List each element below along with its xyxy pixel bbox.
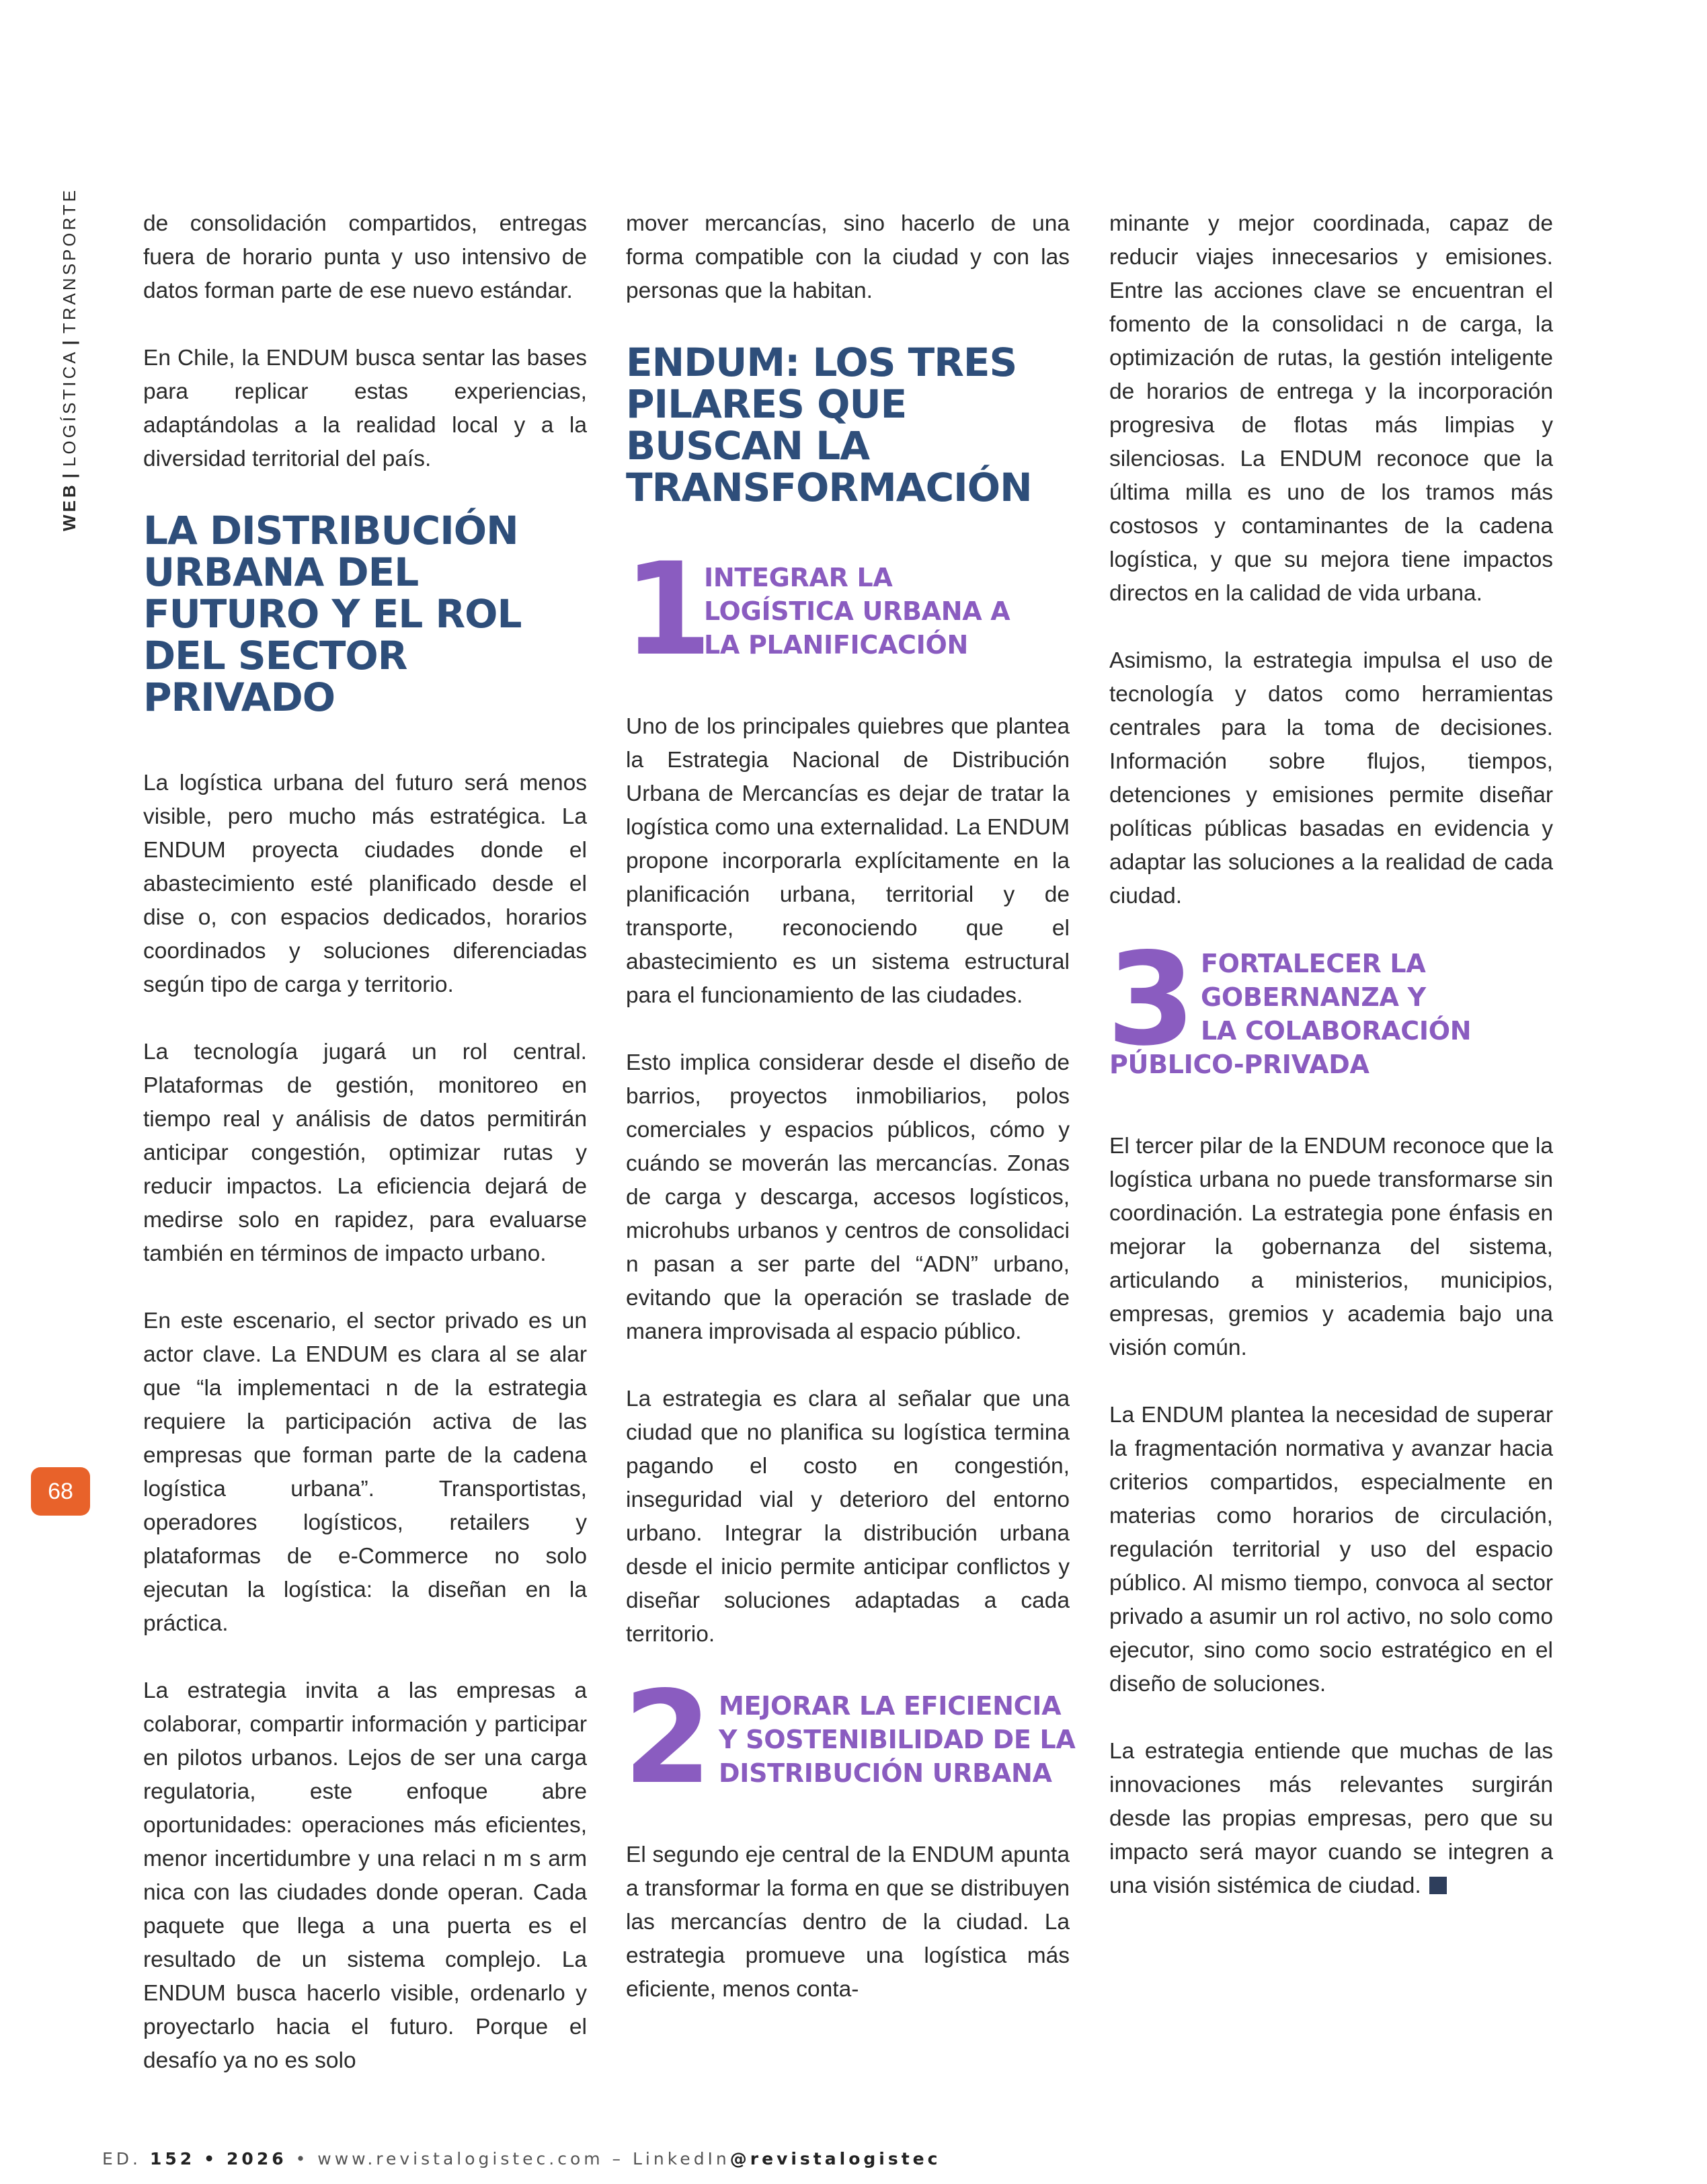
column-2 [623, 207, 1076, 2040]
page-number-badge: 68 [31, 1467, 90, 1516]
column-3 [1109, 207, 1553, 1937]
column-1 [143, 207, 587, 2111]
pillar-title: FORTALECER LA GOBERNANZA Y LA COLABORACIÓN PÚBLICO-PRIVADA [1109, 949, 1472, 1079]
pillar-number: 3 [1107, 925, 1196, 1074]
pillar-2-heading [623, 1664, 1076, 1812]
section-label-logistica: LOGÍSTICA [59, 349, 79, 467]
page-footer: ED. 152 • 2026 • www.revistalogistec.com – LinkedIn@revistalogistec [102, 2149, 941, 2169]
paragraph: Asimismo, la estrategia impulsa el uso de tecnología y datos como herramientas centrales para la toma de decisiones. Información sobre flujos, tiempos, detenciones y emisiones permite diseñar políticas públicas basadas en evidencia y adaptar las soluciones a la realidad de cada ciudad. [1109, 648, 1553, 908]
pillar-3-heading [1107, 925, 1553, 1081]
pillar-title: MEJORAR LA EFICIENCIA Y SOSTENIBILIDAD DE LA DISTRIBUCIÓN URBANA [719, 1691, 1076, 1788]
section-heading: LA DISTRIBUCIÓN URBANA DEL FUTURO Y EL ROL DEL SECTOR PRIVADO [143, 508, 522, 720]
paragraph: La ENDUM plantea la necesidad de superar la fragmentación normativa y avanzar hacia criterios compartidos, especialmente en materias como horarios de circulación, regulación territorial y uso del espacio público. Al mismo tiempo, convoca al sector privado a asumir un rol activo, no solo como ejecutor, sino como socio estratégico en el diseño de soluciones. [1109, 1403, 1553, 1696]
pillar-number: 2 [623, 1664, 713, 1812]
paragraph: El tercer pilar de la ENDUM reconoce que la logística urbana no puede transformarse sin coordinación. La estrategia pone énfasis en mejorar la gobernanza del sistema, articulando a ministerios, municipios, empresas, gremios y academia bajo una visión común. [1109, 1134, 1553, 1360]
paragraph: de consolidación compartidos, entregas fuera de horario punta y uso intensivo de datos forman parte de ese nuevo estándar. [143, 211, 587, 303]
paragraph: Uno de los principales quiebres que plantea la Estrategia Nacional de Distribución Urbana de Mercancías es dejar de tratar la logística como una externalidad. La ENDUM propone incorporarla explícitamente en la planificación urbana, territorial y de transporte, reconociendo que el abastecimiento es un sistema estructural para el funcionamiento de las ciudades. [626, 714, 1070, 1008]
paragraph: En este escenario, el sector privado es un actor clave. La ENDUM es clara al se alar que “la implementaci n de la estrategia requiere la participación activa de las empresas que forman parte de la cadena logística urbana”. Transportistas, operadores logísticos, retailers y plataformas de e-Commerce no solo ejecutan la logística: la diseñan en la práctica. [143, 1309, 587, 1636]
pillar-number: 1 [623, 535, 713, 684]
paragraph: La estrategia es clara al señalar que una ciudad que no planifica su logística termina pagando el costo en congestión, inseguridad vial y deterioro del entorno urbano. Integrar la distribución urbana desde el inicio permite anticipar conflictos y diseñar soluciones adaptadas a cada territorio. [626, 1387, 1070, 1647]
section-label: WEB|LOGÍSTICA|TRANSPORTE [59, 187, 79, 531]
paragraph: La tecnología jugará un rol central. Plataformas de gestión, monitoreo en tiempo real y análisis de datos permitirán anticipar congestión, optimizar rutas y reducir impactos. La eficiencia dejará de medirse solo en rapidez, para evaluarse también en términos de impacto urbano. [143, 1040, 587, 1266]
paragraph-final: La estrategia entiende que muchas de las innovaciones más relevantes surgirán desde las propias empresas, pero que su impacto será mayor cuando se integren a una visión sistémica de ciudad. [1109, 1739, 1553, 1898]
end-of-article-mark [1429, 1877, 1447, 1894]
paragraph: En Chile, la ENDUM busca sentar las bases para replicar estas experiencias, adaptándolas a la realidad local y a la diversidad territorial del país. [143, 346, 587, 471]
paragraph: El segundo eje central de la ENDUM apunta a transformar la forma en que se distribuyen las mercancías dentro de la ciudad. La estrategia promueve una logística más eficiente, menos conta- [626, 1842, 1070, 2002]
pillar-1-heading [623, 535, 1070, 684]
paragraph: minante y mejor coordinada, capaz de reducir viajes innecesarios y emisiones. Entre las acciones clave se encuentran el fomento de la consolidaci n de carga, la optimización de rutas, la gestión inteligente de horarios de entrega y la incorporación progresiva de flotas más limpias y silenciosas. La ENDUM reconoce que la última milla es uno de los tramos más costosos y contaminantes de la cadena logística, y que su mejora tiene impactos directos en la calidad de vida urbana. [1109, 211, 1553, 606]
section-label-web: WEB [59, 482, 79, 531]
paragraph: Esto implica considerar desde el diseño de barrios, proyectos inmobiliarios, polos comerciales y espacios públicos, cómo y cuándo se moverán las mercancías. Zonas de carga y descarga, accesos logísticos, microhubs urbanos y centros de consolidaci n pasan a ser parte del “ADN” urbano, evitando que la operación se traslade de manera improvisada al espacio público. [626, 1050, 1070, 1344]
paragraph: La logística urbana del futuro será menos visible, pero mucho más estratégica. La ENDUM proyecta ciudades donde el abastecimiento esté planificado desde el dise o, con espacios dedicados, horarios coordinados y soluciones diferenciadas según tipo de carga y territorio. [143, 771, 587, 997]
paragraph: mover mercancías, sino hacerlo de una forma compatible con la ciudad y con las personas que la habitan. [626, 211, 1070, 303]
section-label-transporte: TRANSPORTE [59, 187, 79, 334]
footer-handle: @revistalogistec [729, 2149, 941, 2169]
pillar-title: INTEGRAR LA LOGÍSTICA URBANA A LA PLANIFICACIÓN [704, 563, 1010, 660]
section-heading: ENDUM: LOS TRES PILARES QUE BUSCAN LA TRANSFORMACIÓN [626, 340, 1032, 510]
paragraph: La estrategia invita a las empresas a colaborar, compartir información y participar en pilotos urbanos. Lejos de ser una carga regulatoria, este enfoque abre oportunidades: operaciones más eficientes, menor incertidumbre y una relaci n m s arm nica con las ciudades donde operan. Cada paquete que llega a una puerta es el resultado de un sistema complejo. La ENDUM busca hacerlo visible, ordenarlo y proyectarlo hacia el futuro. Porque el desafío ya no es solo [143, 1678, 587, 2073]
